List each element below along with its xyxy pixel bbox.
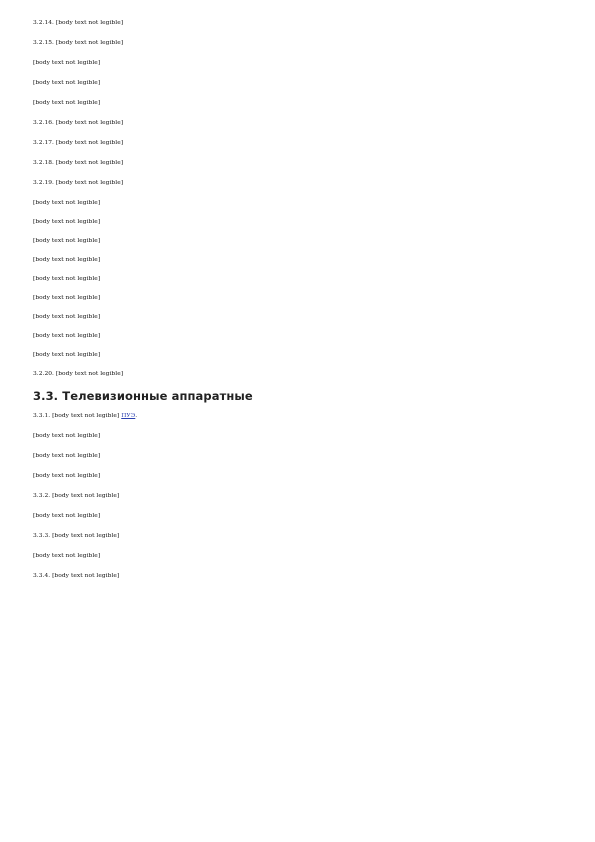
- paragraph-3-3-1: [33, 411, 565, 422]
- paragraph-text: .: [135, 413, 138, 419]
- paragraph-3-2-17: 3.2.17. [body text not legible]: [33, 140, 124, 146]
- list-item: [body text not legible]: [33, 314, 101, 320]
- paragraph-text: 3.3.1. [body text not legible]: [33, 413, 120, 419]
- paragraph: [body text not legible]: [33, 513, 101, 519]
- list-item: [body text not legible]: [33, 276, 101, 282]
- paragraph: [body text not legible]: [33, 473, 101, 479]
- list-item: [body text not legible]: [33, 238, 101, 244]
- list-item: [body text not legible]: [33, 219, 101, 225]
- list-item: [body text not legible]: [33, 200, 101, 206]
- paragraph-3-3-3: 3.3.3. [body text not legible]: [33, 533, 120, 539]
- paragraph-3-2-18: 3.2.18. [body text not legible]: [33, 160, 124, 166]
- paragraph: [body text not legible]: [33, 453, 101, 459]
- paragraph-3-3-4: 3.3.4. [body text not legible]: [33, 573, 120, 579]
- list-item: [body text not legible]: [33, 333, 101, 339]
- list-item: [body text not legible]: [33, 295, 101, 301]
- paragraph: [body text not legible]: [33, 553, 101, 559]
- paragraph: [body text not legible]: [33, 80, 101, 86]
- paragraph: [body text not legible]: [33, 100, 101, 106]
- paragraph-3-2-15: 3.2.15. [body text not legible]: [33, 40, 124, 46]
- paragraph-3-2-19: 3.2.19. [body text not legible]: [33, 180, 124, 186]
- list-item: [body text not legible]: [33, 352, 101, 358]
- paragraph: [body text not legible]: [33, 433, 101, 439]
- paragraph-3-2-20: 3.2.20. [body text not legible]: [33, 371, 124, 377]
- paragraph-3-3-2: 3.3.2. [body text not legible]: [33, 493, 120, 499]
- paragraph-3-2-16: 3.2.16. [body text not legible]: [33, 120, 124, 126]
- paragraph: [body text not legible]: [33, 60, 101, 66]
- pue-link[interactable]: ПУЭ: [121, 413, 136, 419]
- list-item: [body text not legible]: [33, 257, 101, 263]
- paragraph-3-2-14: 3.2.14. [body text not legible]: [33, 20, 124, 26]
- section-heading: 3.3. Телевизионные аппаратные: [33, 389, 253, 403]
